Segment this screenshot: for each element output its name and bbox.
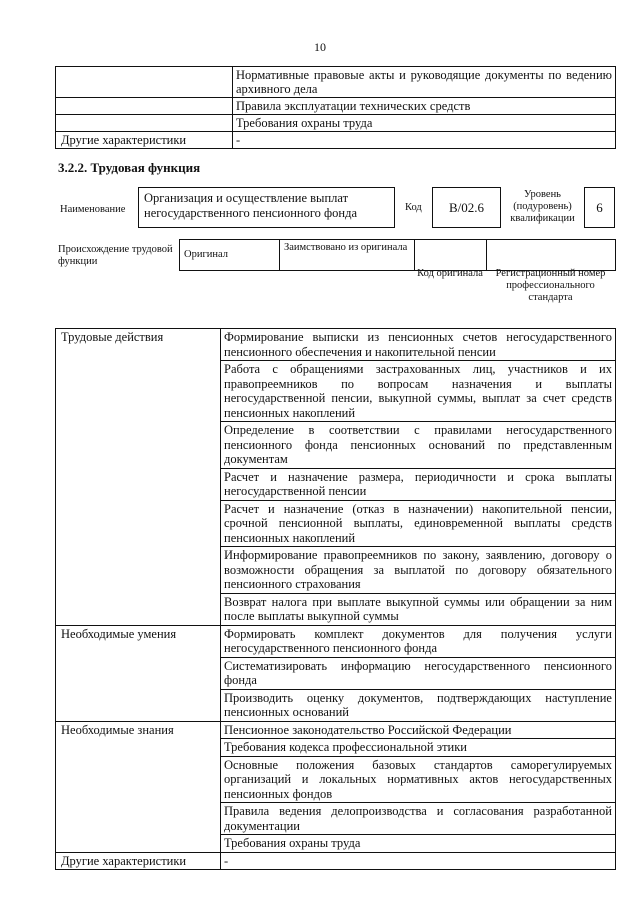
labor-actions-label: Трудовые действия bbox=[56, 329, 221, 626]
labor-action-item: Работа с обращениями застрахованных лиц, участников и их правопреемников по вопросам назначения и выплаты негосударственной пенсии, выкупной суммы, выплат за счет средств пенсионных накоплений bbox=[221, 361, 616, 422]
origin-original-cell: Оригинал bbox=[180, 240, 280, 271]
knowledge-item: Пенсионное законодательство Российской Федерации bbox=[221, 721, 616, 739]
origin-label: Происхождение трудовой функции bbox=[58, 244, 173, 267]
page-number: 10 bbox=[314, 40, 326, 54]
origin-code-caption: Код оригинала bbox=[417, 268, 483, 279]
knowledge-item: Требования охраны труда bbox=[221, 835, 616, 853]
section-title: 3.2.2. Трудовая функция bbox=[58, 160, 201, 175]
top-characteristics-table bbox=[55, 66, 616, 149]
origin-reg-cell bbox=[487, 240, 616, 271]
labor-action-item: Возврат налога при выплате выкупной суммы или обращении за ним после выплаты выкупной суммы bbox=[221, 593, 616, 625]
origin-reg-caption: Регистрационный номер профессионального стандарта bbox=[495, 268, 606, 303]
labor-function-table bbox=[55, 328, 616, 870]
table-row bbox=[56, 852, 616, 870]
other-characteristics-value: - bbox=[221, 852, 616, 870]
skill-item: Производить оценку документов, подтверждающих наступление пенсионных оснований bbox=[221, 689, 616, 721]
labor-action-item: Расчет и назначение (отказ в назначении) накопительной пенсии, срочной пенсионной выплаты, единовременной выплаты средств пенсионных накоплений bbox=[221, 500, 616, 547]
row-value: - bbox=[233, 132, 616, 149]
qualification-level-box: 6 bbox=[584, 187, 615, 228]
function-code-box: B/02.6 bbox=[432, 187, 501, 228]
knowledge-item: Основные положения базовых стандартов саморегулируемых организаций и локальных нормативных актов негосударственных пенсионных фондов bbox=[221, 756, 616, 803]
table-row bbox=[56, 115, 616, 132]
qualification-level-label: Уровень (подуровень) квалификации bbox=[510, 189, 575, 224]
knowledge-item: Правила ведения делопроизводства и согласования разработанной документации bbox=[221, 803, 616, 835]
function-name-box: Организация и осуществление выплат негосударственного пенсионного фонда bbox=[138, 187, 395, 228]
table-row bbox=[56, 329, 616, 361]
skill-item: Систематизировать информацию негосударственного пенсионного фонда bbox=[221, 657, 616, 689]
table-row bbox=[56, 625, 616, 657]
labor-action-item: Информирование правопреемников по закону, заявлению, договору о возможности обращения за выплатой по договору обязательного пенсионного страхования bbox=[221, 547, 616, 594]
other-characteristics-label: Другие характеристики bbox=[56, 852, 221, 870]
table-row bbox=[56, 721, 616, 739]
table-row bbox=[56, 98, 616, 115]
knowledge-label: Необходимые знания bbox=[56, 721, 221, 852]
table-row bbox=[56, 132, 616, 149]
skill-item: Формировать комплект документов для получения услуги негосударственного пенсионного фонда bbox=[221, 625, 616, 657]
origin-borrowed-cell: Заимствовано из оригинала bbox=[280, 240, 415, 271]
origin-code-cell bbox=[415, 240, 487, 271]
row-value: Нормативные правовые акты и руководящие документы по ведению архивного дела bbox=[233, 67, 616, 98]
row-label: Другие характеристики bbox=[56, 132, 233, 149]
name-label: Наименование bbox=[60, 204, 126, 215]
row-label bbox=[56, 98, 233, 115]
row-value: Требования охраны труда bbox=[233, 115, 616, 132]
table-row bbox=[180, 240, 616, 271]
row-value: Правила эксплуатации технических средств bbox=[233, 98, 616, 115]
labor-action-item: Формирование выписки из пенсионных счетов негосударственного пенсионного обеспечения и накопительной пенсии bbox=[221, 329, 616, 361]
skills-label: Необходимые умения bbox=[56, 625, 221, 721]
row-label bbox=[56, 67, 233, 98]
labor-action-item: Определение в соответствии с правилами негосударственного пенсионного фонда пенсионных оснований по представленным документам bbox=[221, 422, 616, 469]
table-row bbox=[56, 67, 616, 98]
labor-action-item: Расчет и назначение размера, периодичности и срока выплаты негосударственной пенсии bbox=[221, 468, 616, 500]
origin-table bbox=[179, 239, 616, 271]
knowledge-item: Требования кодекса профессиональной этики bbox=[221, 739, 616, 757]
code-label: Код bbox=[405, 202, 422, 213]
row-label bbox=[56, 115, 233, 132]
